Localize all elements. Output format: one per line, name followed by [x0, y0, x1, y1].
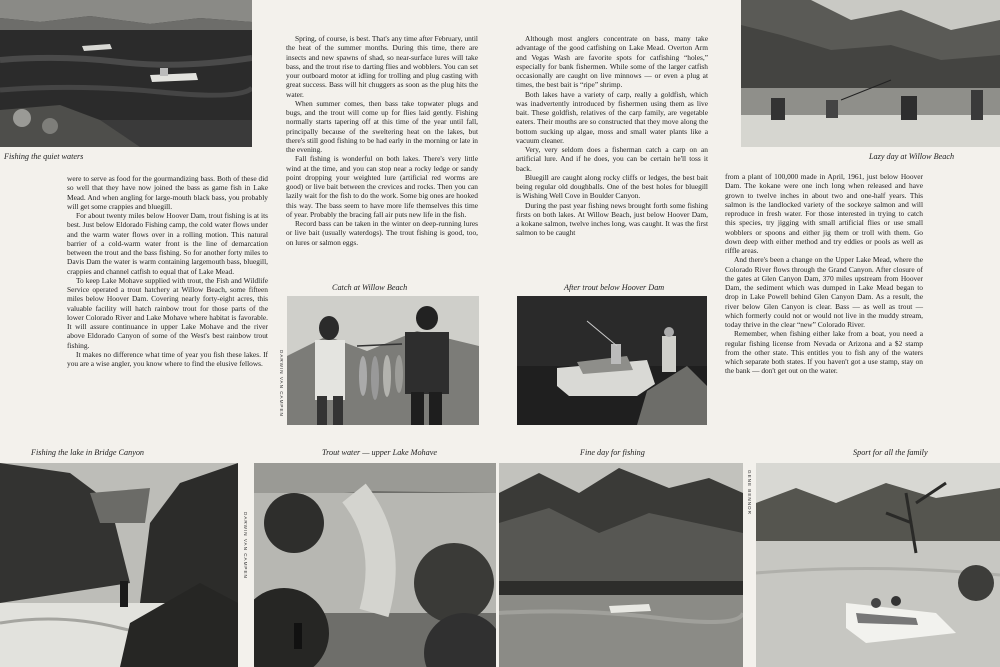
- caption-quiet-waters: Fishing the quiet waters: [4, 152, 84, 161]
- photo-credit: DARWIN VAN CAMPEN: [243, 512, 248, 579]
- caption-catch-willow-beach: Catch at Willow Beach: [332, 283, 408, 292]
- text-column-2: [286, 34, 478, 247]
- paragraph: were to serve as food for the gourmandizing bass. Both of these did so well that they have now joined the bass as game fish in Lake Mead. And when angling for large-mouth black bass, you probably will get some crappies and bluegill.: [67, 174, 268, 211]
- caption-lazy-day: Lazy day at Willow Beach: [869, 152, 955, 161]
- paragraph: Although most anglers concentrate on bass, many take advantage of the good catfishing on Lake Mead. Overton Arm and Vegas Wash are favorite spots for catfishing “holes,” especially for bank fishermen. While some of the larger catfish occasionally are caught on live minnows — or even a plug at times, the best bait is “ripe” shrimp.: [516, 34, 708, 90]
- caption-fine-day: Fine day for fishing: [580, 448, 645, 457]
- paragraph: Very, very seldom does a fisherman catch a carp on an artificial lure. And if he does, you can be certain he'll toss it back.: [516, 145, 708, 173]
- photo-after-trout: [517, 296, 707, 425]
- caption-after-trout: After trout below Hoover Dam: [564, 283, 665, 292]
- photo-lazy-day: [741, 0, 1000, 147]
- photo-fine-day: [499, 463, 743, 667]
- paragraph: For about twenty miles below Hoover Dam, trout fishing is at its best. Just below Eldorado Fishing camp, the cold water flows under and the warm water flows over in a rolling motion. This natural barrier of a cold-warm water front is the line of demarcation between the trout and the bass fishing. So for another forty miles to Davis Dam the water is warm containing largemouth bass, bluegill, crappies and channel catfish to equal that of Lake Mead.: [67, 211, 268, 276]
- photo-credit: GENE BENNOR: [747, 470, 752, 515]
- photo-catch-willow-beach: [287, 296, 479, 425]
- caption-trout-water: Trout water — upper Lake Mohave: [322, 448, 437, 457]
- paragraph: Both lakes have a variety of carp, really a goldfish, which was inadvertently introduced by fishermen using them as live bait. These goldfish, relatives of the carp family, are vegetable eaters. Their mouths are so constructed that they move along the bottom sucking up algae, moss and small water plants like a vacuum cleaner.: [516, 89, 708, 145]
- paragraph: Record bass can be taken in the winter on deep-running lures or live bait (usually waterdogs). The trout fishing is good, too, on lures or salmon eggs.: [286, 219, 478, 247]
- paragraph: Spring, of course, is best. That's any time after February, until the heat of the summer months. During this time, there are insects and new spawns of shad, so near-surface lures will take bass, and the trout rise to darting flies and wobblers. You can set your outboard motor at idling for trolling and plug casting with great success. Bass will hit chuggers as soon as the plug hits the water.: [286, 34, 478, 99]
- photo-sport-family: [756, 463, 1000, 667]
- paragraph: And there's been a change on the Upper Lake Mead, where the Colorado River flows through the Grand Canyon. After closure of the gates at Glen Canyon Dam, 370 miles upstream from Hoover Dam, the sediment which was dumped in Lake Mead began to drop in Lake Powell behind Glen Canyon Dam. As a result, the river below Glen Canyon is clear. Bass — as well as trout — which formerly could not or would not live in the muddy stream, today thrive in the clear “new” Colorado River.: [725, 255, 923, 329]
- photo-credit: DARWIN VAN CAMPEN: [279, 350, 284, 417]
- photo-quiet-waters: [0, 0, 252, 147]
- paragraph: Remember, when fishing either lake from a boat, you need a regular fishing license from Nevada or Arizona and a $2 stamp from the other state. This entitles you to fish any of the waters which separate both states. If you haven't got a use stamp, stay on the bank — don't get out on the water.: [725, 329, 923, 376]
- paragraph: To keep Lake Mohave supplied with trout, the Fish and Wildlife Service operated a trout hatchery at Willow Beach, some fifteen miles below Hoover Dam. Covering nearly forty-eight acres, this valuable facility will hatch rainbow trout for those parts of the lower Colorado River and Lake Mohave where habitat is favorable. It will assure continuance in upper Lake Mohave and the river above Eldorado Canyon of some of the West's best rainbow trout fishing.: [67, 275, 268, 350]
- caption-sport-family: Sport for all the family: [853, 448, 928, 457]
- photo-trout-water: [254, 463, 496, 667]
- photo-bridge-canyon: [0, 463, 238, 667]
- paragraph: Bluegill are caught along rocky cliffs or ledges, the best bait being regular old doughballs. One of the best holes for bluegill is Wishing Well Cove in Boulder Canyon.: [516, 172, 708, 201]
- caption-bridge-canyon: Fishing the lake in Bridge Canyon: [31, 448, 145, 457]
- paragraph: It makes no difference what time of year you fish these lakes. If you are a wise angler, you know where to find the elusive fellows.: [67, 349, 268, 368]
- text-column-4: [725, 172, 923, 376]
- paragraph: When summer comes, then bass take topwater plugs and bugs, and the trout will come up for flies laid gently. Fishing normally starts tapering off at this time of the year until fall, principally because of the sweltering heat on the lakes, but there's still good fishing to be had early in the morning or late in the evening.: [286, 98, 478, 154]
- text-column-3: [516, 34, 708, 238]
- paragraph: from a plant of 100,000 made in April, 1961, just below Hoover Dam. The kokane were one inch long when released and have grown to twelve inches in about two and one-half years. This salmon is the landlocked variety of the sockeye salmon and will reproduce in fresh water. For those interested in trying to catch this species, try jigging with small artificial flies or use small wobblers or spoons and either jig them or troll with them. Go down deep with either method and try eddies or pools as well as riffle areas.: [725, 172, 923, 255]
- paragraph: Fall fishing is wonderful on both lakes. There's very little wind at the time, and you can stop near a rocky ledge or sandy point dropping your weighted lure (artificial red worms are good) or live bait between the crevices and rocks. Then you can lazily wait for the fish to do the work. Some big ones are hooked this way. The bass seem to have more life themselves this time of year. Probably the bracing fall air puts new life in the fish.: [286, 154, 478, 219]
- paragraph: During the past year fishing news brought forth some fishing firsts on both lakes. At Willow Beach, just below Hoover Dam, a kokane salmon, twelve inches long, was caught. It was the first salmon to be caught: [516, 200, 708, 238]
- text-column-1: [67, 174, 268, 368]
